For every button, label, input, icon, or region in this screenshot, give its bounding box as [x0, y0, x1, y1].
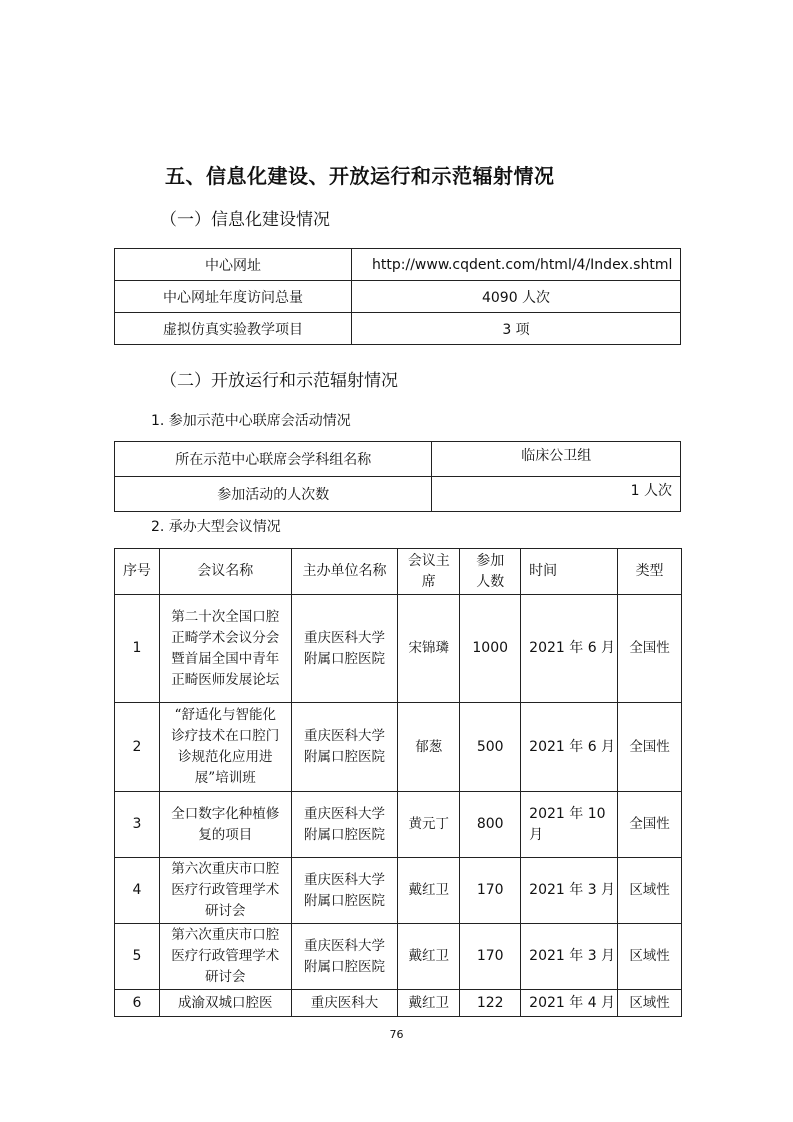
meeting-time: 2021 年 10 月: [521, 792, 618, 858]
meeting-count: 170: [460, 858, 521, 924]
meeting-chair: 宋锦璘: [398, 595, 460, 703]
annual-visits-value: 4090 人次: [352, 281, 681, 313]
meeting-no: 2: [115, 703, 160, 792]
participation-value: 1 人次: [432, 477, 681, 512]
meeting-count: 122: [460, 990, 521, 1017]
meeting-host: 重庆医科大学附属口腔医院: [291, 595, 398, 703]
meeting-count: 800: [460, 792, 521, 858]
subsection-title-informatization: （一）信息化建设情况: [160, 210, 330, 230]
header-no: 序号: [115, 549, 160, 595]
meeting-host: 重庆医科大学附属口腔医院: [291, 924, 398, 990]
meeting-host: 重庆医科大学附属口腔医院: [291, 858, 398, 924]
meeting-count: 1000: [460, 595, 521, 703]
meeting-name: 全口数字化种植修复的项目: [159, 792, 291, 858]
meeting-type: 区域性: [618, 990, 682, 1017]
table-row: [115, 858, 682, 924]
page-number: 76: [389, 1028, 404, 1041]
table-row: [115, 313, 681, 345]
meeting-name: 第六次重庆市口腔医疗行政管理学术研讨会: [159, 924, 291, 990]
table-row: [115, 249, 681, 281]
meeting-name: 第六次重庆市口腔医疗行政管理学术研讨会: [159, 858, 291, 924]
header-chair: 会议主席: [398, 549, 460, 595]
header-type: 类型: [618, 549, 682, 595]
meeting-type: 全国性: [618, 703, 682, 792]
meeting-time: 2021 年 3 月: [521, 858, 618, 924]
website-label: 中心网址: [115, 249, 352, 281]
meeting-time: 2021 年 3 月: [521, 924, 618, 990]
meeting-type: 区域性: [618, 858, 682, 924]
meetings-table: [114, 548, 682, 1017]
header-time: 时间: [521, 549, 618, 595]
table-row: [115, 703, 682, 792]
meeting-no: 6: [115, 990, 160, 1017]
meeting-host: 重庆医科大学附属口腔医院: [291, 792, 398, 858]
virtual-projects-label: 虚拟仿真实验教学项目: [115, 313, 352, 345]
meeting-no: 3: [115, 792, 160, 858]
header-meeting-name: 会议名称: [159, 549, 291, 595]
table-row: [115, 477, 681, 512]
meeting-type: 全国性: [618, 792, 682, 858]
meeting-name: 第二十次全国口腔正畸学术会议分会暨首届全国中青年正畸医师发展论坛: [159, 595, 291, 703]
table-row: [115, 595, 682, 703]
meeting-no: 1: [115, 595, 160, 703]
meeting-name: “舒适化与智能化诊疗技术在口腔门诊规范化应用进展”培训班: [159, 703, 291, 792]
item-title-joint-meeting: 1. 参加示范中心联席会活动情况: [151, 413, 351, 429]
meeting-no: 4: [115, 858, 160, 924]
meeting-time: 2021 年 6 月: [521, 595, 618, 703]
meeting-chair: 黄元丁: [398, 792, 460, 858]
joint-meeting-table: [114, 441, 681, 512]
meeting-count: 500: [460, 703, 521, 792]
meeting-no: 5: [115, 924, 160, 990]
item-title-meetings: 2. 承办大型会议情况: [151, 519, 281, 535]
meeting-type: 全国性: [618, 595, 682, 703]
table-row: [115, 792, 682, 858]
header-host: 主办单位名称: [291, 549, 398, 595]
table-header-row: [115, 549, 682, 595]
section-title: 五、信息化建设、开放运行和示范辐射情况: [165, 164, 555, 188]
meeting-chair: 郁葱: [398, 703, 460, 792]
meeting-time: 2021 年 6 月: [521, 703, 618, 792]
meeting-chair: 戴红卫: [398, 858, 460, 924]
website-url: http://www.cqdent.com/html/4/Index.shtml: [352, 249, 681, 281]
meeting-type: 区域性: [618, 924, 682, 990]
meeting-time: 2021 年 4 月: [521, 990, 618, 1017]
annual-visits-label: 中心网址年度访问总量: [115, 281, 352, 313]
table-row: [115, 442, 681, 477]
participation-label: 参加活动的人次数: [115, 477, 432, 512]
table-row: [115, 990, 682, 1017]
virtual-projects-value: 3 项: [352, 313, 681, 345]
meeting-chair: 戴红卫: [398, 990, 460, 1017]
meeting-host: 重庆医科大学附属口腔医院: [291, 703, 398, 792]
discipline-group-value: 临床公卫组: [432, 442, 681, 477]
table-row: [115, 281, 681, 313]
meeting-host: 重庆医科大: [291, 990, 398, 1017]
table-row: [115, 924, 682, 990]
subsection-title-open-operation: （二）开放运行和示范辐射情况: [160, 371, 398, 391]
informatization-table: [114, 248, 681, 345]
meeting-name: 成渝双城口腔医: [159, 990, 291, 1017]
meeting-count: 170: [460, 924, 521, 990]
discipline-group-label: 所在示范中心联席会学科组名称: [115, 442, 432, 477]
header-count: 参加人数: [460, 549, 521, 595]
meeting-chair: 戴红卫: [398, 924, 460, 990]
